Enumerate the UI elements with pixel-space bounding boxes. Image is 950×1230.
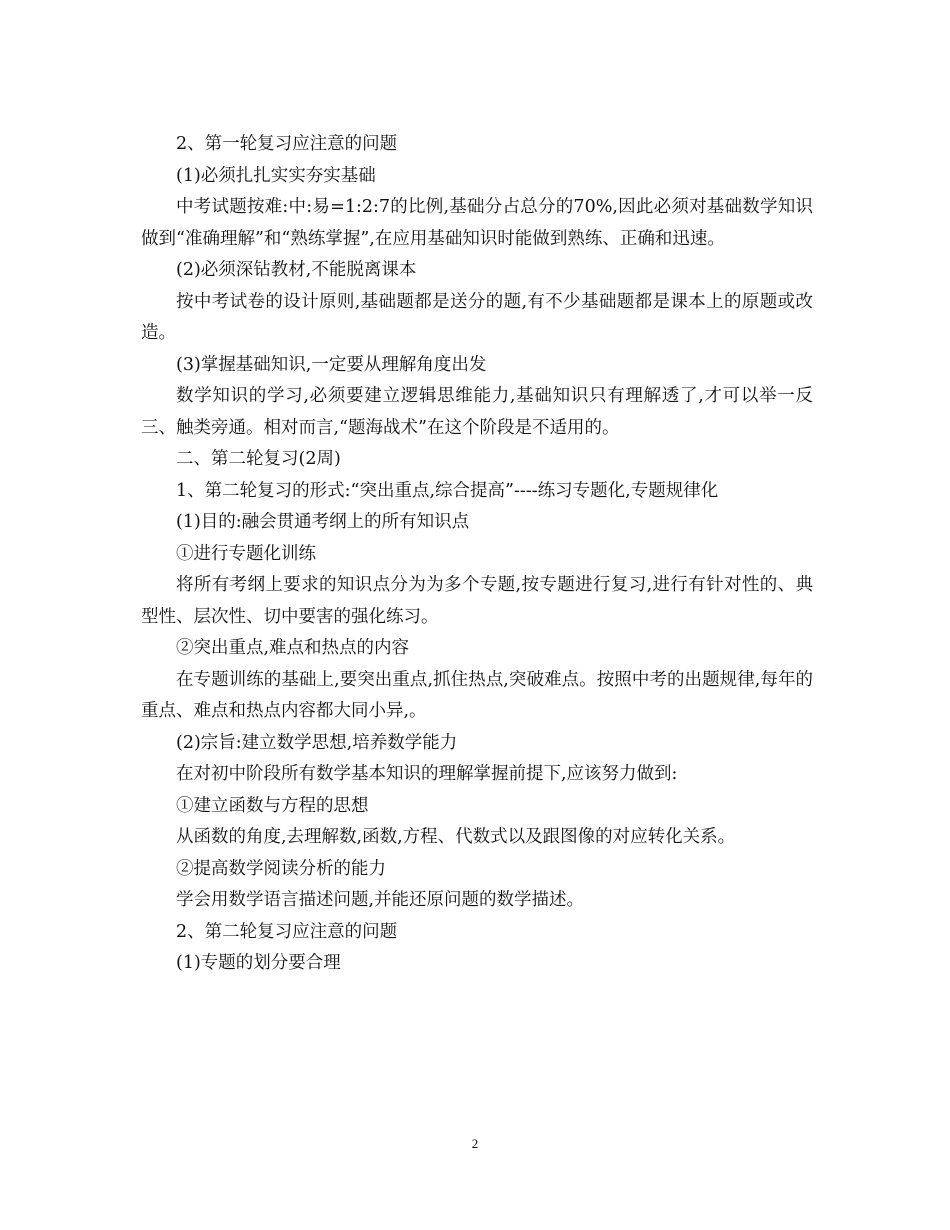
paragraph-12: 将所有考纲上要求的知识点分为为多个专题,按专题进行复习,进行有针对性的、典型性、层次性、切中要害的强化练习。 [141,575,813,627]
paragraph-16: 在对初中阶段所有数学基本知识的理解掌握前提下,应该努力做到: [176,764,678,784]
paragraph-14: 在专题训练的基础上,要突出重点,抓住热点,突破难点。按照中考的出题规律,每年的重点、难点和热点内容都大同小异,。 [141,669,813,721]
paragraph-2: (1)必须扎扎实实夯实基础 [176,165,376,186]
paragraph-10: (1)目的:融会贯通考纲上的所有知识点 [176,512,470,532]
paragraph-19: ②提高数学阅读分析的能力 [176,858,386,879]
paragraph-9: 1、第二轮复习的形式:“突出重点,综合提高”----练习专题化,专题规律化 [176,480,719,501]
paragraph-18: 从函数的角度,去理解数,函数,方程、代数式以及跟图像的对应转化关系。 [176,827,736,847]
paragraph-11: ①进行专题化训练 [176,543,316,564]
paragraph-4: (2)必须深钻教材,不能脱离课本 [176,260,417,280]
paragraph-7: 数学知识的学习,必须要建立逻辑思维能力,基础知识只有理解透了,才可以举一反三、触类旁通。相对而言,“题海战术”在这个阶段是不适用的。 [141,386,813,438]
page-number: 2 [471,1136,479,1151]
paragraph-5: 按中考试卷的设计原则,基础题都是送分的题,有不少基础题都是课本上的原题或改造。 [141,291,813,343]
paragraph-22: (1)专题的划分要合理 [176,953,341,973]
paragraph-8: 二、第二轮复习(2周) [176,449,341,469]
paragraph-1: 2、第一轮复习应注意的问题 [176,134,398,154]
paragraph-13: ②突出重点,难点和热点的内容 [176,638,410,658]
paragraph-6: (3)掌握基础知识,一定要从理解角度出发 [176,354,487,375]
paragraph-20: 学会用数学语言描述问题,并能还原问题的数学描述。 [176,890,585,910]
body-text [141,129,813,980]
paragraph-17: ①建立函数与方程的思想 [176,795,369,816]
paragraph-21: 2、第二轮复习应注意的问题 [176,921,398,942]
paragraph-3: 中考试题按难:中:易=1:2:7的比例,基础分占总分的70%,因此必须对基础数学知识做到“准确理解”和“熟练掌握”,在应用基础知识时能做到熟练、正确和迅速。 [141,197,813,249]
paragraph-15: (2)宗旨:建立数学思想,培养数学能力 [176,732,458,753]
